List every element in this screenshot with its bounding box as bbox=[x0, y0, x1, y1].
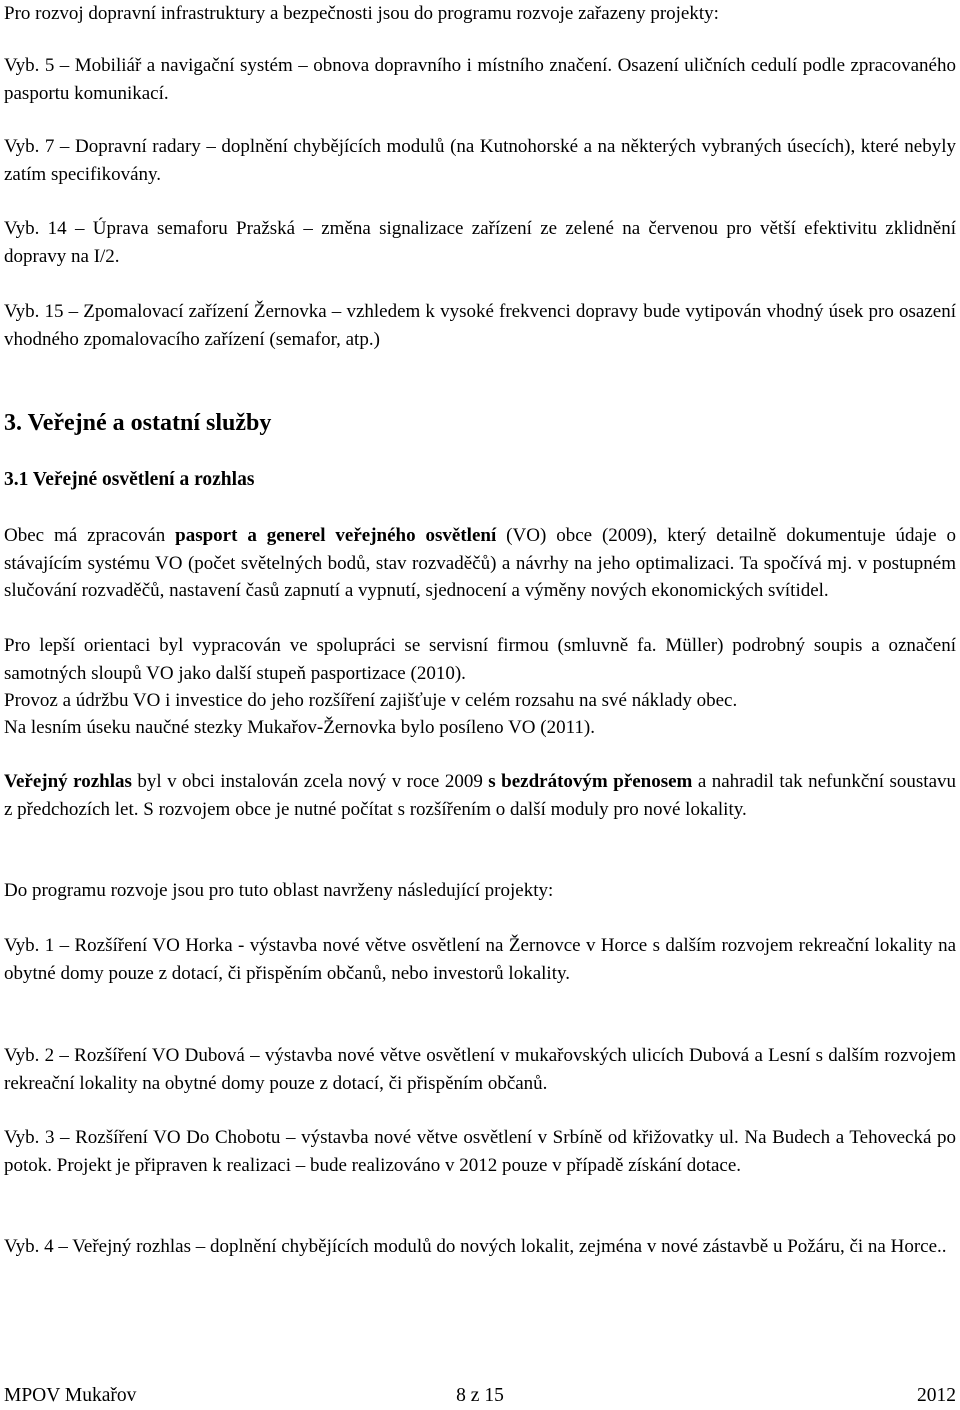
project-item-3: Vyb. 3 – Rozšíření VO Do Chobotu – výstavba nové větve osvětlení v Srbíně od křižovatky ul. Na Budech a Tehovecká po potok. Projekt je připraven k realizaci – bude realizováno v 2012 pouze v případě získání dotace. bbox=[4, 1127, 956, 1176]
footer-year: 2012 bbox=[917, 1385, 956, 1406]
lighting-paragraph-3: Provoz a údržbu VO i investice do jeho rozšíření zajišťuje v celém rozsahu na své náklady obec. bbox=[4, 690, 738, 711]
lighting-bold-text: pasport a generel veřejného osvětlení bbox=[175, 525, 497, 546]
projects-intro: Do programu rozvoje jsou pro tuto oblast navrženy následující projekty: bbox=[4, 880, 554, 901]
lighting-paragraph-2: Pro lepší orientaci byl vypracován ve spolupráci se servisní firmou (smluvně fa. Müller) podrobný soupis a označení samotných sloupů VO jako další stupeň pasportizace (2010). bbox=[4, 635, 956, 684]
lighting-text-cont: (VO) obce (2009), který detailně dokumentuje údaje o stávajícím systému VO (počet světelných bodů, stav rozvaděčů) a návrhy na jeho optimalizaci. Ta spočívá mj. v postupném slučování rozvaděčů, nastavení časů zapnutí a vypnutí, sjednocení a výměny nových ekonomických svítidel. bbox=[4, 525, 957, 601]
subsection-heading: 3.1 Veřejné osvětlení a rozhlas bbox=[4, 469, 255, 490]
transport-item-14: Vyb. 14 – Úprava semaforu Pražská – změna signalizace zařízení ze zelené na červenou pro větší efektivitu zklidnění dopravy na I/2. bbox=[4, 218, 956, 267]
broadcast-paragraph bbox=[4, 768, 956, 823]
broadcast-text-2: a nahradil tak nefunkční soustavu z předchozích let. S rozvojem obce je nutné počítat s rozšířením o další moduly pro nové lokality. bbox=[4, 771, 957, 820]
transport-item-15: Vyb. 15 – Zpomalovací zařízení Žernovka – vzhledem k vysoké frekvenci dopravy bude vytipován vhodný úsek pro osazení vhodného zpomalovacího zařízení (semafor, atp.) bbox=[4, 301, 956, 350]
project-item-4: Vyb. 4 – Veřejný rozhlas – doplnění chybějících modulů do nových lokalit, zejména v nové zástavbě u Požáru, či na Horce.. bbox=[4, 1236, 947, 1257]
lighting-paragraph-4: Na lesním úseku naučné stezky Mukařov-Žernovka bylo posíleno VO (2011). bbox=[4, 717, 595, 738]
section-heading: 3. Veřejné a ostatní služby bbox=[4, 410, 272, 436]
lighting-paragraph-1 bbox=[4, 522, 956, 605]
project-item-2: Vyb. 2 – Rozšíření VO Dubová – výstavba nové větve osvětlení v mukařovských ulicích Dubová a Lesní s dalším rozvojem rekreační lokality na obytné domy pouze z dotací, či přispěním občanů. bbox=[4, 1045, 956, 1094]
project-item-1: Vyb. 1 – Rozšíření VO Horka - výstavba nové větve osvětlení na Žernovce v Horce s dalším rozvojem rekreační lokality na obytné domy pouze z dotací, či přispěním občanů, nebo investorů lokality. bbox=[4, 935, 956, 984]
page-footer bbox=[4, 1384, 956, 1408]
footer-document-name: MPOV Mukařov bbox=[4, 1385, 137, 1406]
broadcast-text-1: byl v obci instalován zcela nový v roce 2009 bbox=[131, 771, 489, 792]
broadcast-bold-2: s bezdrátovým přenosem bbox=[488, 771, 693, 792]
footer-page-number: 8 z 15 bbox=[456, 1385, 504, 1406]
lighting-text: Obec má zpracován bbox=[4, 525, 176, 546]
broadcast-bold-1: Veřejný rozhlas bbox=[4, 771, 132, 792]
transport-item-5: Vyb. 5 – Mobiliář a navigační systém – obnova dopravního i místního značení. Osazení uličních cedulí podle zpracovaného pasportu komunikací. bbox=[4, 55, 956, 104]
transport-item-7: Vyb. 7 – Dopravní radary – doplnění chybějících modulů (na Kutnohorské a na některých vybraných úsecích), které nebyly zatím specifikovány. bbox=[4, 136, 956, 185]
intro-paragraph: Pro rozvoj dopravní infrastruktury a bezpečnosti jsou do programu rozvoje zařazeny projekty: bbox=[4, 3, 719, 24]
